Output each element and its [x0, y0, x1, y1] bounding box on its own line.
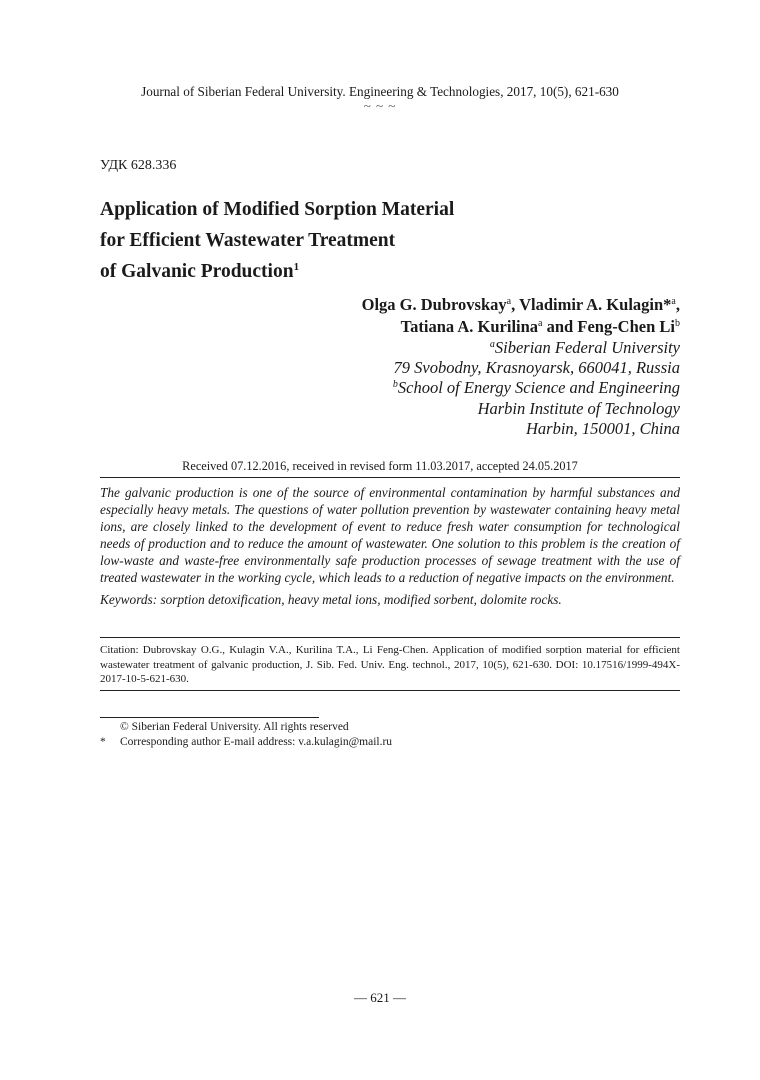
footnote-copyright: © Siberian Federal University. All rights reserved: [120, 721, 349, 733]
affiliation-a: $^a$Siberian Federal University: [489, 338, 680, 357]
received-dates: Received 07.12.2016, received in revised form 11.03.2017, accepted 24.05.2017: [182, 459, 578, 473]
authors-line-1: Olga G. Dubrovskay$^a$, Vladimir A. Kulagin*$^a$,: [361, 295, 680, 314]
title-line-3: of Galvanic Production$^1$: [100, 261, 300, 282]
journal-header: Journal of Siberian Federal University. Engineering & Technologies, 2017, 10(5), 621-630: [141, 84, 619, 99]
author-list: [362, 294, 680, 338]
author-name: Tatiana A. Kurilina: [400, 317, 539, 336]
title-line-2: for Efficient Wastewater Treatment: [100, 230, 396, 251]
page-number: — 621 —: [354, 990, 406, 1005]
udk-code: УДК 628.336: [100, 158, 177, 173]
affiliation-a-address: 79 Svobodny, Krasnoyarsk, 660041, Russia: [393, 358, 680, 378]
authors-line-2: Tatiana A. Kurilina$^a$ and Feng-Chen Li$^b$: [400, 317, 680, 336]
footnote-corresponding: * Corresponding author E-mail address: v.a.kulagin@mail.ru: [100, 736, 393, 748]
affiliation-b: $^b$School of Energy Science and Engineering: [392, 378, 680, 398]
abstract-text: The galvanic production is one of the source of environmental contamination by harmful substances and especially heavy metals. The questions of water pollution prevention by wastewater containing heavy metal ions, are closely linked to the development of event to reduce fresh water consumption for technological needs of production and to reduce the amount of wastewater. One solution to this problem is the creation of low-waste and waste-free environmentally safe production processes of sewage treatment with the use of treated wastewater in the working cycle, which leads to a reduction of negative impacts on the environment.: [100, 485, 680, 585]
footnote-mark: *: [100, 736, 106, 748]
author-name: Olga G. Dubrovskay: [361, 295, 507, 314]
author-name: Feng-Chen Li: [577, 317, 675, 336]
article-title: [100, 194, 454, 287]
author-name: Vladimir A. Kulagin*: [519, 295, 672, 314]
affiliations: [393, 338, 680, 439]
keywords: Keywords: sorption detoxification, heavy metal ions, modified sorbent, dolomite rocks.: [100, 592, 562, 607]
divider-citation-top: [100, 637, 680, 638]
citation: Citation: Dubrovskay O.G., Kulagin V.A., Kurilina T.A., Li Feng-Chen. Application of modified sorption material for efficient wastewater treatment of galvanic production, J. Sib. Fed. Univ. Eng. technol., 2017, 10(5), 621-630. DOI: 10.17516/1999-494X-2017-10-5-621-630.: [100, 644, 680, 685]
affiliation-b-institute: Harbin Institute of Technology: [477, 398, 680, 418]
abstract-block: [100, 484, 680, 608]
divider-top: [100, 477, 680, 478]
title-footnote-mark: 1: [293, 261, 300, 273]
header-ornament: ~ ~ ~: [363, 98, 397, 113]
title-line-1: Application of Modified Sorption Material: [100, 199, 455, 220]
divider-citation-bottom: [100, 690, 680, 691]
affiliation-b-address: Harbin, 150001, China: [525, 418, 680, 438]
footnote-rule: [100, 717, 319, 718]
